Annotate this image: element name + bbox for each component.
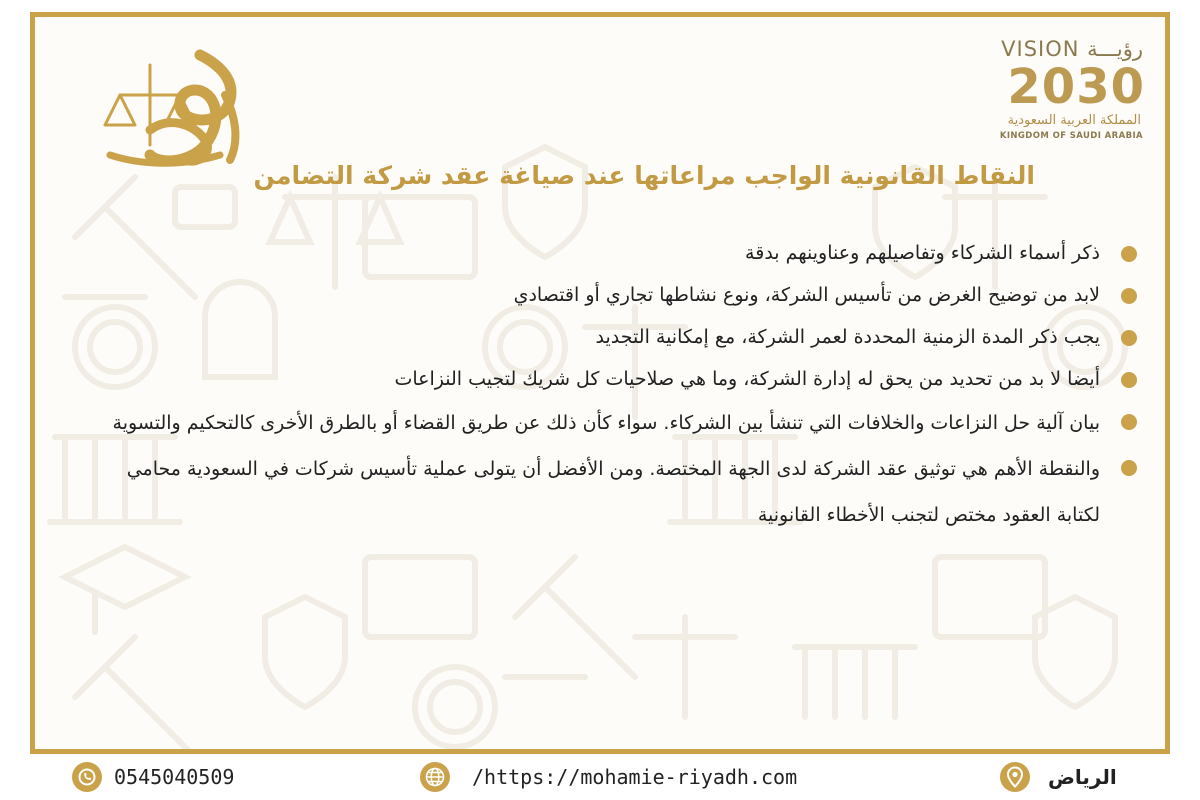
list-item-text: أيضا لا بد من تحديد من يحق له إدارة الشركة، وما هي صلاحيات كل شريك لتجيب النزاعات	[394, 368, 1100, 390]
points-list	[35, 232, 1140, 538]
content-frame	[30, 12, 1170, 754]
english-kingdom-label: KINGDOM OF SAUDI ARABIA	[999, 131, 1143, 141]
list-item-text: يجب ذكر المدة الزمنية المحددة لعمر الشركة، مع إمكانية التجديد	[595, 326, 1100, 348]
website-url: /https://mohamie-riyadh.com	[472, 765, 798, 789]
bullet-icon	[1121, 330, 1137, 346]
list-item-text: بيان آلية حل النزاعات والخلافات التي تنشأ بين الشركاء. سواء كأن ذلك عن طريق القضاء أو بالطرق الأخرى كالتحكيم والتسوية	[112, 412, 1100, 434]
footer	[0, 754, 1200, 800]
list-item-text: والنقطة الأهم هي توثيق عقد الشركة لدى الجهة المختصة. ومن الأفضل أن يتولى عملية تأسيس شركات في السعودية محامي لكتابة العقود مختص لتجنب الأخطاء القانونية	[126, 458, 1100, 526]
list-item	[95, 400, 1140, 446]
globe-icon	[420, 762, 450, 792]
list-item-text: لابد من توضيح الغرض من تأسيس الشركة، ونوع نشاطها تجاري أو اقتصادي	[513, 284, 1100, 306]
bullet-icon	[1121, 246, 1137, 262]
vision-label: VISION رؤيـــة	[1001, 37, 1143, 61]
list-item	[95, 274, 1140, 316]
calligraphy-scales-logo	[90, 35, 255, 175]
bullet-icon	[1121, 460, 1137, 476]
list-item	[95, 358, 1140, 400]
vision-year: 2030	[1007, 59, 1145, 115]
footer-location[interactable]	[1000, 762, 1117, 792]
list-item	[95, 316, 1140, 358]
bullet-icon	[1121, 414, 1137, 430]
vision-2030-logo	[977, 35, 1147, 147]
footer-phone[interactable]	[72, 762, 234, 792]
footer-website[interactable]	[420, 762, 797, 792]
city-name: الرياض	[1048, 765, 1117, 789]
list-item	[95, 446, 1140, 538]
arabic-kingdom-label: المملكة العربية السعودية	[1007, 113, 1141, 128]
location-pin-icon	[1000, 762, 1030, 792]
calligraphy-scales-icon	[90, 35, 255, 175]
page-title: النقاط القانونية الواجب مراعاتها عند صياغة عقد شركة التضامن	[253, 161, 1035, 190]
bullet-icon	[1121, 288, 1137, 304]
whatsapp-icon	[72, 762, 102, 792]
bullet-icon	[1121, 372, 1137, 388]
list-item-text: ذكر أسماء الشركاء وتفاصيلهم وعناوينهم بدقة	[745, 242, 1100, 264]
phone-number: 0545040509	[114, 765, 235, 789]
list-item	[95, 232, 1140, 274]
